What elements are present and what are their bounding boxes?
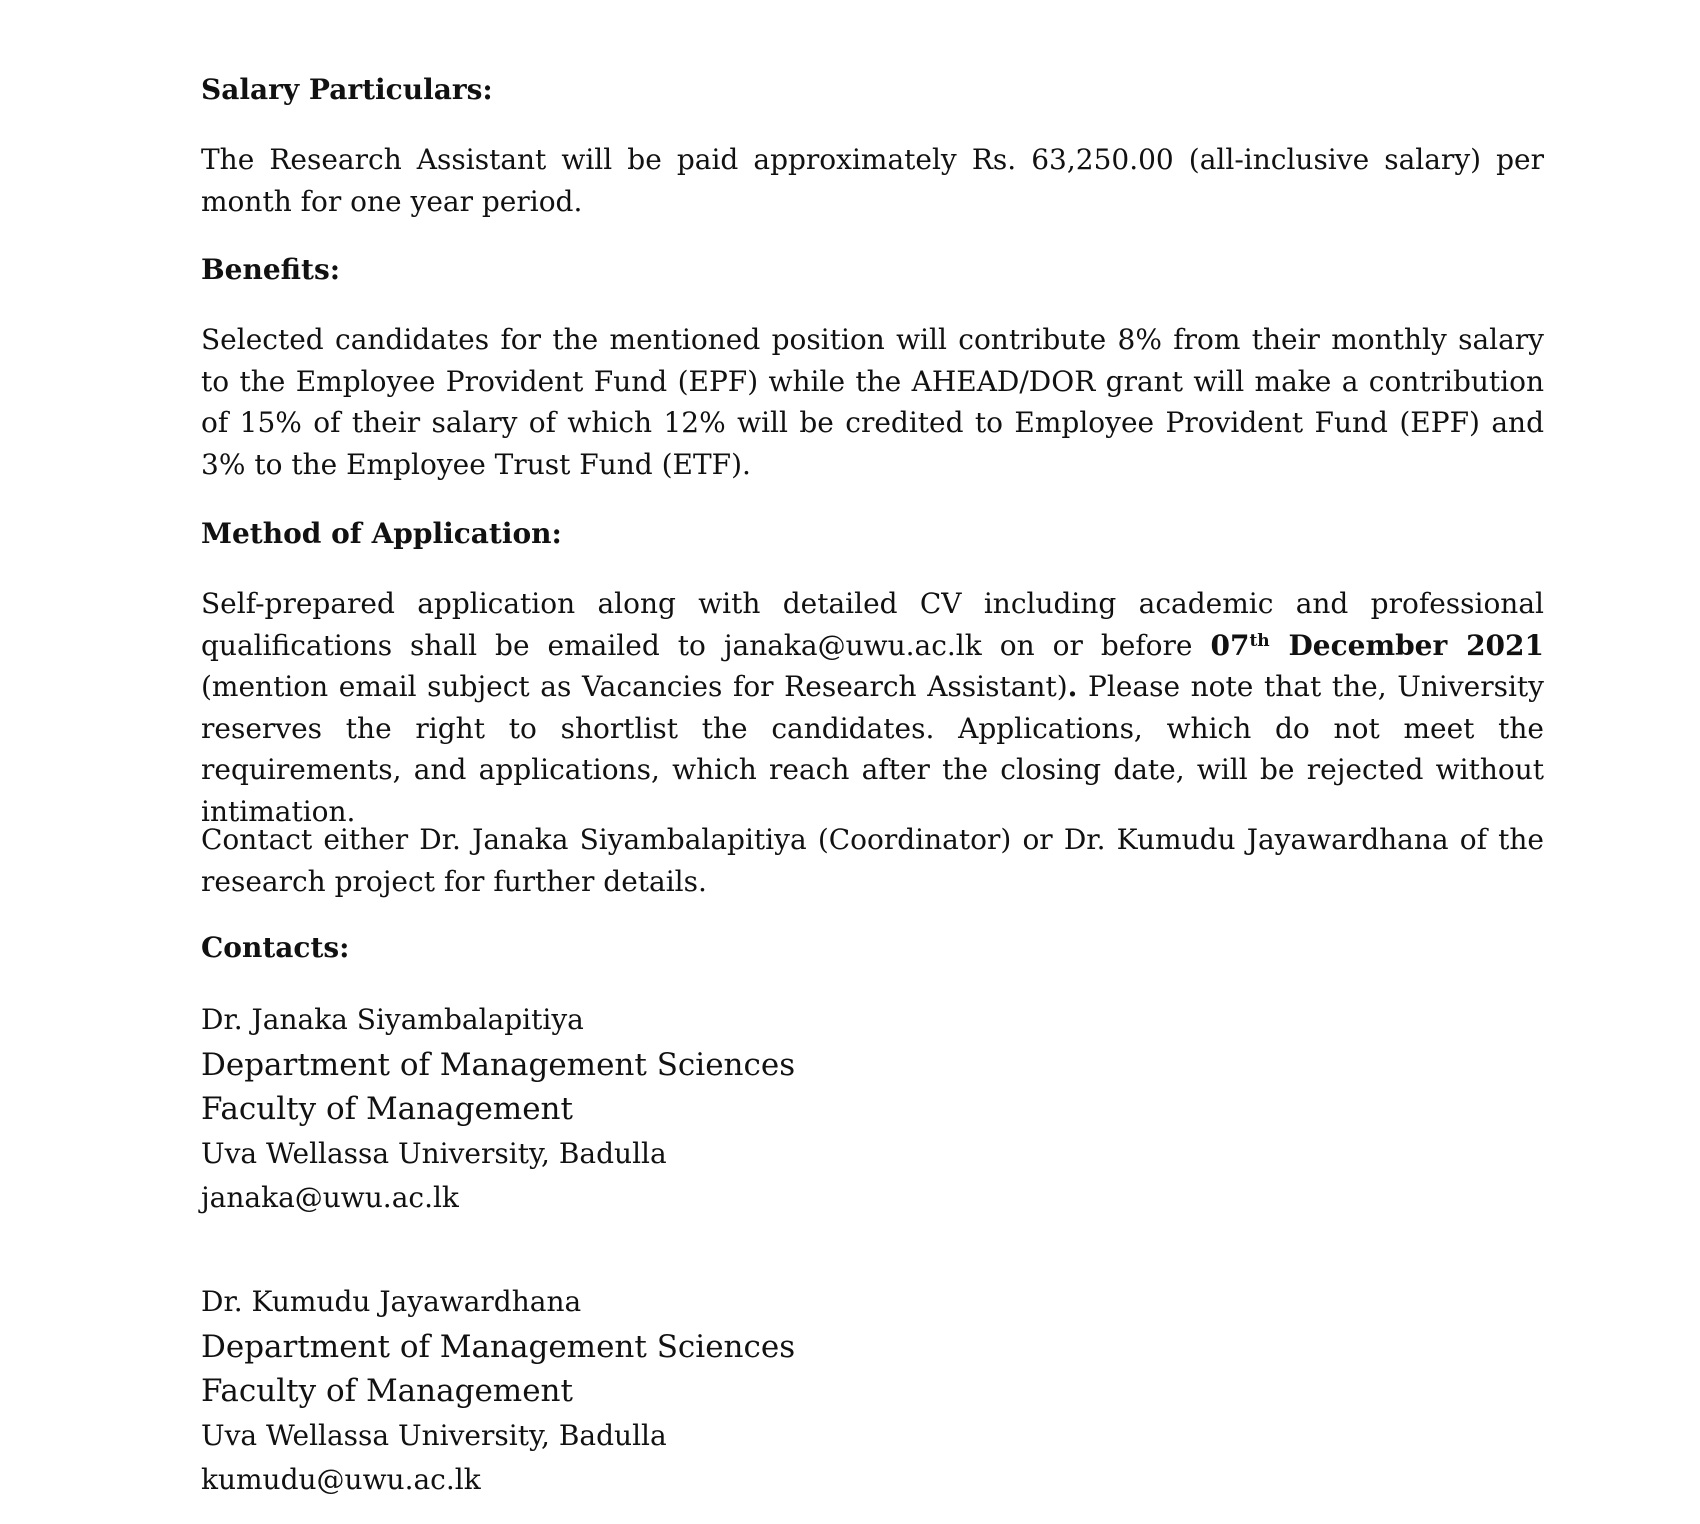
contact-faculty: Faculty of Management	[201, 1373, 573, 1409]
deadline-rest: December 2021	[1269, 628, 1544, 662]
application-text-4: Please note that the, University reserves the right to shortlist the candidates. Applications, which do not meet the requirements, and applications, which reach after the closing date, will be rejected without intimation.	[201, 670, 1544, 828]
benefits-heading: Benefits:	[201, 253, 341, 286]
contact-university: Uva Wellassa University, Badulla	[201, 1136, 667, 1170]
salary-heading: Salary Particulars:	[201, 73, 493, 106]
application-text-3: (mention email subject as Vacancies for Research Assistant)	[201, 670, 1068, 703]
benefits-paragraph: Selected candidates for the mentioned position will contribute 8% from their monthly salary to the Employee Provident Fund (EPF) while the AHEAD/DOR grant will make a contribution of 15% of their salary of which 12% will be credited to Employee Provident Fund (EPF) and 3% to the Employee Trust Fund (ETF).	[201, 323, 1544, 481]
contact-name: Dr. Janaka Siyambalapitiya	[201, 1003, 584, 1036]
contact-faculty: Faculty of Management	[201, 1091, 573, 1127]
contact-department: Department of Management Sciences	[201, 1328, 796, 1365]
application-email-link[interactable]: janaka@uwu.ac.lk	[723, 628, 982, 662]
application-period: .	[1067, 670, 1078, 703]
salary-paragraph: The Research Assistant will be paid approximately Rs. 63,250.00 (all-inclusive salary) per month for one year period.	[201, 143, 1544, 218]
application-text-1: Self-prepared application along with detailed CV including academic and professional qualifications shall be emailed to	[201, 587, 1544, 662]
contact-note-paragraph: Contact either Dr. Janaka Siyambalapitiya (Coordinator) or Dr. Kumudu Jayawardhana of the research project for further details.	[201, 823, 1544, 898]
application-text-2: on or before	[981, 628, 1211, 662]
contact-card-janaka	[201, 998, 795, 1221]
contact-email-link[interactable]: kumudu@uwu.ac.lk	[201, 1463, 481, 1496]
contacts-heading: Contacts:	[201, 931, 350, 964]
contact-department: Department of Management Sciences	[201, 1046, 796, 1083]
deadline-suffix: th	[1249, 630, 1270, 651]
deadline-day: 07	[1210, 628, 1250, 662]
contact-university: Uva Wellassa University, Badulla	[201, 1418, 667, 1452]
contact-name: Dr. Kumudu Jayawardhana	[201, 1285, 582, 1318]
application-heading: Method of Application:	[201, 517, 562, 550]
contact-card-kumudu	[201, 1280, 795, 1503]
contact-email-link[interactable]: janaka@uwu.ac.lk	[201, 1181, 459, 1214]
application-paragraph	[201, 583, 1544, 832]
